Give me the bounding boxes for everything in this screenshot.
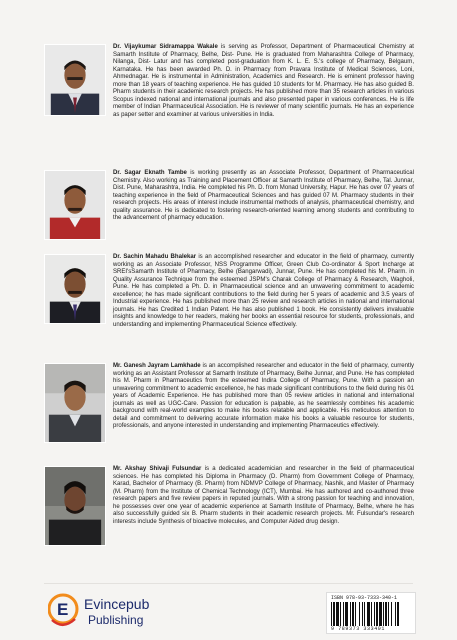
barcode-bar bbox=[333, 602, 335, 626]
barcode-bar bbox=[350, 602, 351, 626]
author-name-4: Mr. Ganesh Jayram Lamkhade bbox=[113, 363, 201, 369]
isbn-text: ISBN 978-93-7333-340-1 bbox=[331, 595, 398, 601]
author-name-1: Dr. Vijaykumar Sidramappa Wakale bbox=[113, 44, 218, 50]
barcode-bar bbox=[331, 602, 332, 626]
publisher-logo bbox=[48, 592, 188, 632]
author-bio-1 bbox=[44, 44, 414, 119]
author-bio-4 bbox=[44, 363, 414, 445]
publisher-logo-letter: E bbox=[57, 600, 69, 619]
publisher-name-line1: Evincepub bbox=[84, 596, 150, 612]
barcode-bar bbox=[364, 602, 365, 626]
isbn-barcode bbox=[326, 592, 416, 634]
author-bio-3 bbox=[44, 254, 414, 329]
barcode-bar bbox=[395, 602, 396, 626]
barcode-bars bbox=[331, 602, 413, 626]
author-name-5: Mr. Akshay Shivaji Fulsundar bbox=[113, 466, 202, 472]
barcode-bar bbox=[376, 602, 378, 626]
barcode-bar bbox=[352, 602, 354, 626]
author-photo-2 bbox=[44, 170, 106, 240]
publisher-name-line2: Publishing bbox=[88, 613, 144, 627]
barcode-bar bbox=[359, 602, 360, 626]
barcode-bar bbox=[340, 602, 341, 626]
author-photo-3 bbox=[44, 254, 106, 324]
author-bio-text-2: is working presently as an Associate Professor, Department of Pharmaceutical Chemistry. Also working as Training and Placement Officer at Samarth Institute of Pharmacy, Belhe, Tal. Junnar, Dist. Pune, Maharashtra, India. He completed his Ph. D. from Monad University, Hapur. He has over 07 years of teaching experience in the field of Pharmaceutical Sciences and has guided 07 M. Pharmacy students in their research projects. His areas of interest include instrumental methods of analysis, pharmaceutical chemistry, and quality assurance. He is dedicated to fostering research-oriented learning among students and contributing to the advancement of pharmacy education. bbox=[113, 170, 414, 222]
barcode-bar bbox=[374, 602, 375, 626]
barcode-bar bbox=[362, 602, 363, 626]
barcode-bar bbox=[397, 602, 399, 626]
barcode-bar bbox=[345, 602, 348, 626]
author-photo-1 bbox=[44, 44, 106, 116]
barcode-bar bbox=[343, 602, 344, 626]
footer-divider bbox=[44, 583, 413, 584]
barcode-bar bbox=[336, 602, 339, 626]
barcode-bar bbox=[388, 602, 389, 626]
barcode-bar bbox=[355, 602, 356, 626]
author-bio-text-3: is an accomplished researcher and educator in the field of pharmacy, currently working as an Associate Professor, NSS Programme Officer, Green Club Co-ordinator & Sport Incharge at SREI'sSamarth Institute of Pharmacy, Belhe (Bangarwadi), Junnar, Pune. He has completed his M. Pharm. in Quality Assurance Technique from the esteemed JSPM's Charak College of Pharmacy & Research, Wagholi, Pune. He has completed a Ph. D. in Pharmaceutical science and an unwavering commitment to academic excellence; he has made significant contributions to the field during her 5 years of academic and 3.5 years of Industrial experience. He has published more than 25 review and research articles in national and international journals. He has Credited 1 Indian Patent. He has also published 1 book. He consistently delivers invaluable insights and knowledge to her readers, making her books an essential resource for students, professionals, and understanding and implementing Pharmaceutical Science effectively. bbox=[113, 254, 415, 328]
barcode-bar bbox=[385, 602, 387, 626]
barcode-bar bbox=[379, 602, 382, 626]
author-photo-4 bbox=[44, 363, 106, 443]
barcode-bar bbox=[391, 602, 392, 626]
barcode-bar bbox=[367, 602, 370, 626]
publisher-e-icon bbox=[48, 592, 80, 630]
barcode-digits: 9 789373 333401 bbox=[331, 626, 386, 632]
author-bio-2 bbox=[44, 170, 414, 242]
barcode-bar bbox=[371, 602, 372, 626]
author-bio-text-4: is an accomplished researcher and educator in the field of pharmacy, currently working as an Assistant Professor at Samarth Institute of Pharmacy, Belhe Junnar, and Pune. He has completed his M. Pharm in Pharmaceutics from the esteemed Indira College of Pharmacy, Pune. With a passion an unwavering commitment to academic excellence, he has made significant contributions to the field during his 01 years of Academic Experience. He has published more than 05 review articles in national and international journals as well as UGC-Care. Passion for education is palpable, as he seamlessly combines his academic background with real-world examples to make his books relatable and applicable. His meticulous attention to detail and commitment to delivering accurate information make his books a valuable resource for students, professionals, and anyone interested in understanding and implementing Pharmaceutics effectively. bbox=[113, 363, 414, 430]
author-bio-text-5: is a dedicated academician and researcher in the field of pharmaceutical sciences. He has completed his Diploma in Pharmacy (D. Pharm) from Government College of Pharmacy, Karad, Bachelor of Pharmacy (B. Pharm) from NDMVP College of Pharmacy, Nashik, and Master of Pharmacy (M. Pharm) from the Institute of Chemical Technology (ICT), Mumbai. He has authored and co-authored three research papers and five review papers in reputed journals. With a strong passion for teaching and innovation, he possesses over one year of academic experience at Samarth Institute of Pharmacy, Belhe, where he has also successfully guided six B. Pharm students in their academic research projects. Mr. Fulsundar's research interests include Synthesis of bioactive molecules, and Computer Aided drug design. bbox=[113, 466, 414, 525]
author-bio-text-1: is serving as Professor, Department of Pharmaceutical Chemistry at Samarth Institute of Pharmacy, Belhe, Dist- Pune. He is graduated from Maharashtra College of Pharmacy, Nilanga, Dist- Latur and has completed post-graduation from K. L. E. S.'s college of Pharmacy, Belgaum, Karnataka. He has been awarded Ph. D. in Pharmacy from Pravara Institute of Medical Sciences, Loni, Ahmednagar. He is instrumental in Administration, Academics and Research. He is eminent professor having more than 18 years of teaching experience. He has guided 10 students for M. Pharmacy. He has also guided B. Pharm students in their academic research projects. He has published more than 35 research articles in various Scopus indexed national and international journals and also presented paper in various conferences. He is life member of Indian Pharmaceutical Association. He is reviewer of many scientific journals. He has an experience as paper setter and examiner at various universities in India. bbox=[113, 44, 414, 118]
barcode-bar bbox=[383, 602, 384, 626]
author-bio-5 bbox=[44, 466, 414, 548]
author-photo-5 bbox=[44, 466, 106, 546]
author-name-2: Dr. Sagar Eknath Tambe bbox=[113, 170, 187, 176]
author-name-3: Dr. Sachin Mahadu Bhalekar bbox=[113, 254, 197, 260]
